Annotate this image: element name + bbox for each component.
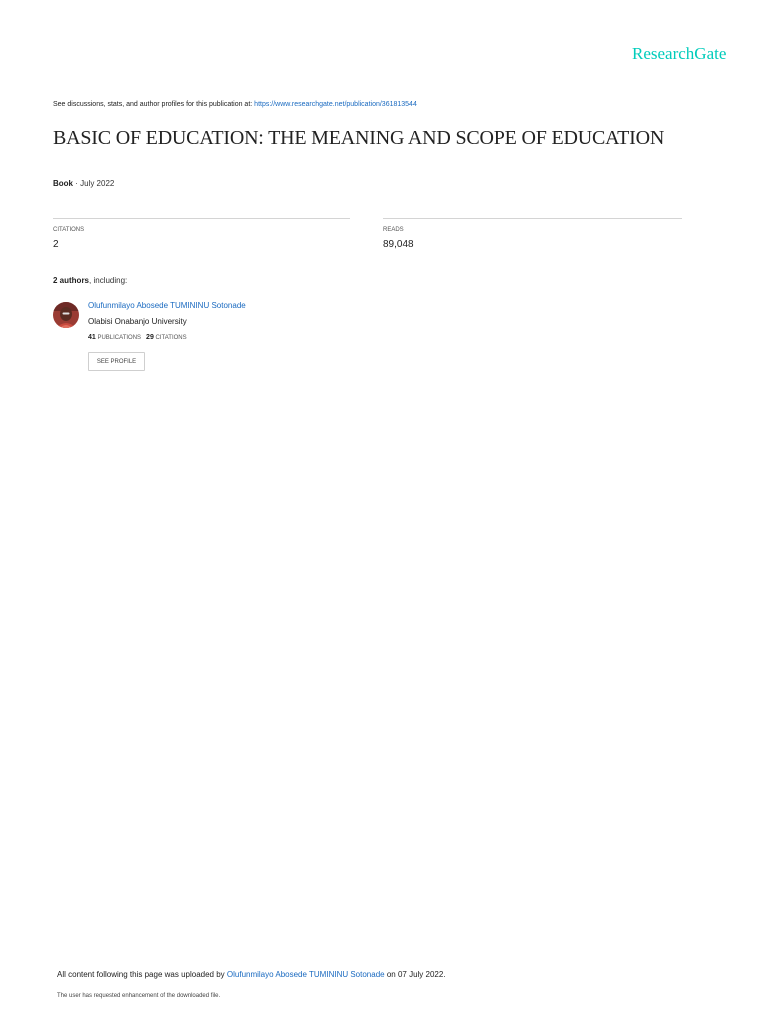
authors-heading <box>53 276 127 285</box>
author-name-link[interactable]: Olufunmilayo Abosede TUMININU Sotonade <box>88 301 246 310</box>
author-avatar[interactable] <box>53 302 79 328</box>
enhancement-note: The user has requested enhancement of the downloaded file. <box>57 993 221 999</box>
author-publications-count: 41 <box>88 334 96 341</box>
upload-notice <box>57 970 446 979</box>
reads-divider <box>383 218 682 219</box>
reads-value: 89,048 <box>383 239 414 250</box>
author-stats <box>88 334 187 341</box>
publication-type: Book <box>53 179 73 188</box>
author-institution: Olabisi Onabanjo University <box>88 317 187 326</box>
uploader-link[interactable]: Olufunmilayo Abosede TUMININU Sotonade <box>226 970 385 979</box>
reads-label: READS <box>383 227 404 233</box>
publication-date: · July 2022 <box>73 179 115 188</box>
citations-value: 2 <box>53 239 59 250</box>
publication-url-link[interactable]: https://www.researchgate.net/publication/361813544 <box>254 101 417 108</box>
upload-prefix: All content following this page was uploaded by <box>57 970 227 979</box>
citations-divider <box>53 218 350 219</box>
authors-suffix: , including: <box>89 276 128 285</box>
publication-meta <box>53 179 114 188</box>
citations-label: CITATIONS <box>53 227 85 233</box>
discussion-notice <box>53 101 417 108</box>
discussion-text: See discussions, stats, and author profiles for this publication at: <box>53 101 255 108</box>
publication-title: BASIC OF EDUCATION: THE MEANING AND SCOPE OF EDUCATION <box>53 127 665 149</box>
authors-count: 2 authors <box>53 276 90 285</box>
author-citations-label: CITATIONS <box>153 335 187 341</box>
upload-suffix: on 07 July 2022. <box>384 970 446 979</box>
see-profile-button[interactable]: SEE PROFILE <box>88 352 145 371</box>
author-citations-count: 29 <box>146 334 154 341</box>
author-publications-label: PUBLICATIONS <box>95 335 142 341</box>
avatar-photo-icon <box>53 302 79 328</box>
researchgate-logo[interactable]: ResearchGate <box>632 44 727 63</box>
